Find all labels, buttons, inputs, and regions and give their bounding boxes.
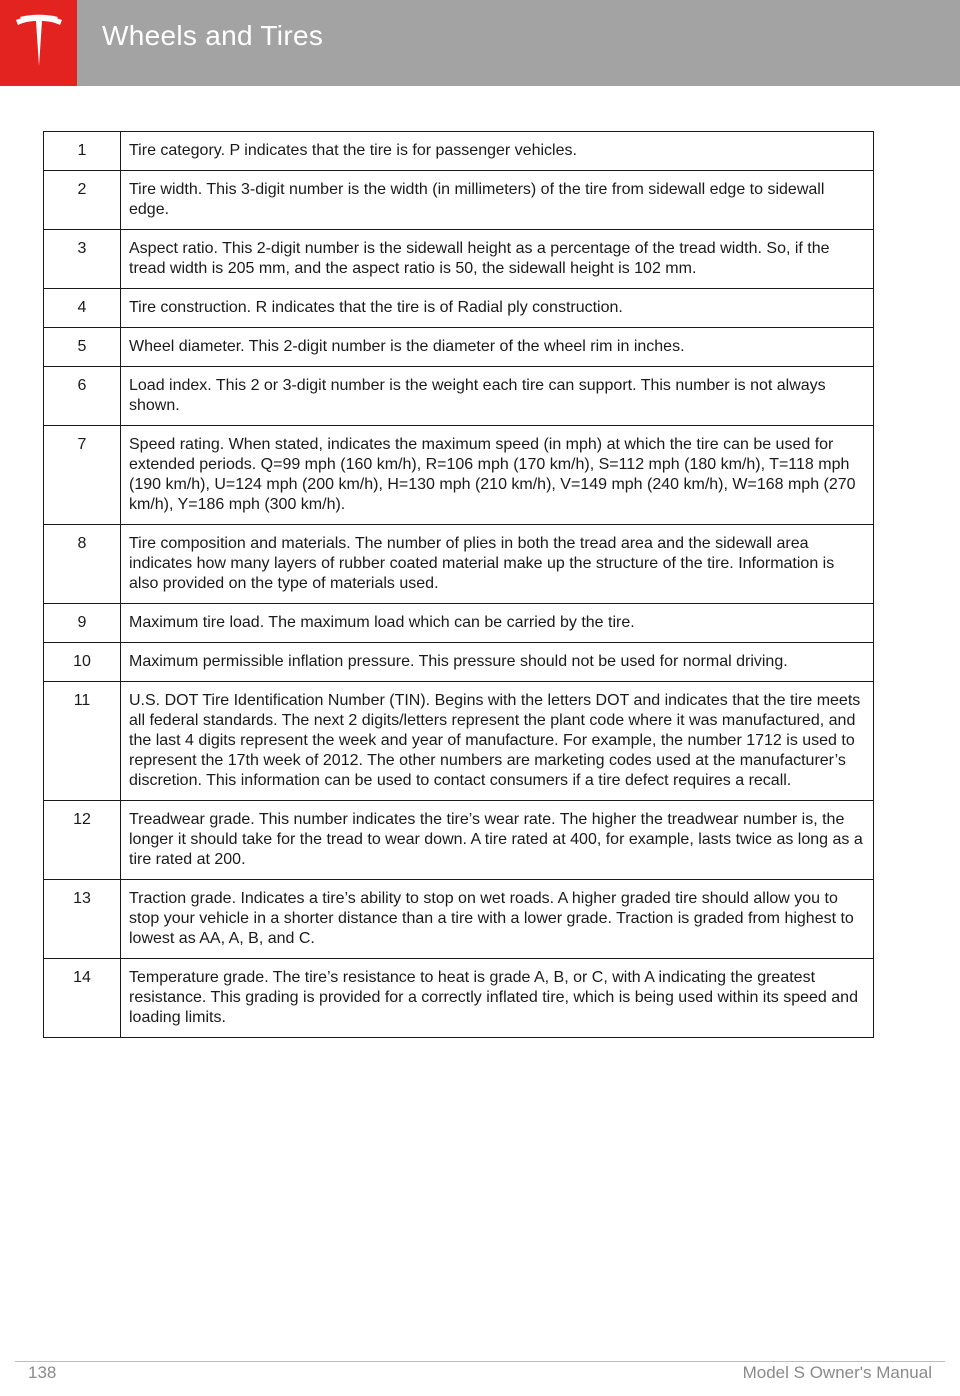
table-row — [44, 525, 874, 604]
table-row — [44, 801, 874, 880]
row-description: Tire category. P indicates that the tire is for passenger vehicles. — [121, 132, 874, 171]
row-description: Tire construction. R indicates that the tire is of Radial ply construction. — [121, 289, 874, 328]
row-description: Treadwear grade. This number indicates the tire’s wear rate. The higher the treadwear number is, the longer it should take for the tread to wear down. A tire rated at 400, for example, lasts twice as long as a tire rated at 200. — [121, 801, 874, 880]
row-number: 4 — [44, 289, 121, 328]
table-row — [44, 604, 874, 643]
row-description: Speed rating. When stated, indicates the maximum speed (in mph) at which the tire can be used for extended periods. Q=99 mph (160 km/h), R=106 mph (170 km/h), S=112 mph (180 km/h), T=118 mph (190 km/h), U=124 mph (200 km/h), H=130 mph (210 km/h), V=149 mph (240 km/h), W=168 mph (270 km/h), Y=186 mph (300 km/h). — [121, 426, 874, 525]
row-number: 12 — [44, 801, 121, 880]
table-row — [44, 171, 874, 230]
table-row — [44, 132, 874, 171]
row-number: 11 — [44, 682, 121, 801]
row-number: 6 — [44, 367, 121, 426]
page-title: Wheels and Tires — [102, 20, 324, 51]
row-number: 14 — [44, 959, 121, 1038]
row-description: Maximum tire load. The maximum load which can be carried by the tire. — [121, 604, 874, 643]
table-row — [44, 682, 874, 801]
page-header — [0, 0, 960, 86]
row-description: Tire composition and materials. The number of plies in both the tread area and the sidewall area indicates how many layers of rubber coated material make up the structure of the tire. Information is also provided on the type of materials used. — [121, 525, 874, 604]
document-title: Model S Owner's Manual — [742, 1363, 932, 1382]
row-description: Tire width. This 3-digit number is the width (in millimeters) of the tire from sidewall edge to sidewall edge. — [121, 171, 874, 230]
row-number: 13 — [44, 880, 121, 959]
table-row — [44, 959, 874, 1038]
footer-divider — [15, 1361, 945, 1362]
row-description: Wheel diameter. This 2-digit number is the diameter of the wheel rim in inches. — [121, 328, 874, 367]
table-row — [44, 643, 874, 682]
table-row — [44, 289, 874, 328]
row-description: Aspect ratio. This 2-digit number is the sidewall height as a percentage of the tread width. So, if the tread width is 205 mm, and the aspect ratio is 50, the sidewall height is 102 mm. — [121, 230, 874, 289]
row-number: 9 — [44, 604, 121, 643]
page-number: 138 — [28, 1363, 57, 1382]
row-description: Temperature grade. The tire’s resistance to heat is grade A, B, or C, with A indicating the greatest resistance. This grading is provided for a correctly inflated tire, which is being used within its speed and loading limits. — [121, 959, 874, 1038]
table-row — [44, 230, 874, 289]
table-row — [44, 367, 874, 426]
tesla-logo-icon — [14, 14, 64, 70]
row-number: 7 — [44, 426, 121, 525]
table-row — [44, 328, 874, 367]
row-number: 1 — [44, 132, 121, 171]
row-description: U.S. DOT Tire Identification Number (TIN). Begins with the letters DOT and indicates that the tire meets all federal standards. The next 2 digits/letters represent the plant code where it was manufactured, and the last 4 digits represent the week and year of manufacture. For example, the number 1712 is used to represent the 17th week of 2012. The other numbers are marketing codes used at the manufacturer’s discretion. This information can be used to contact consumers if a tire defect requires a recall. — [121, 682, 874, 801]
logo-box — [0, 0, 77, 86]
row-number: 8 — [44, 525, 121, 604]
row-description: Traction grade. Indicates a tire’s ability to stop on wet roads. A higher graded tire should allow you to stop your vehicle in a shorter distance than a tire with a lower grade. Traction is graded from highest to lowest as AA, A, B, and C. — [121, 880, 874, 959]
row-number: 10 — [44, 643, 121, 682]
row-description: Maximum permissible inflation pressure. This pressure should not be used for normal driving. — [121, 643, 874, 682]
table-row — [44, 880, 874, 959]
table-row — [44, 426, 874, 525]
row-number: 2 — [44, 171, 121, 230]
row-number: 3 — [44, 230, 121, 289]
row-number: 5 — [44, 328, 121, 367]
tire-markings-table — [43, 131, 874, 1038]
row-description: Load index. This 2 or 3-digit number is the weight each tire can support. This number is not always shown. — [121, 367, 874, 426]
